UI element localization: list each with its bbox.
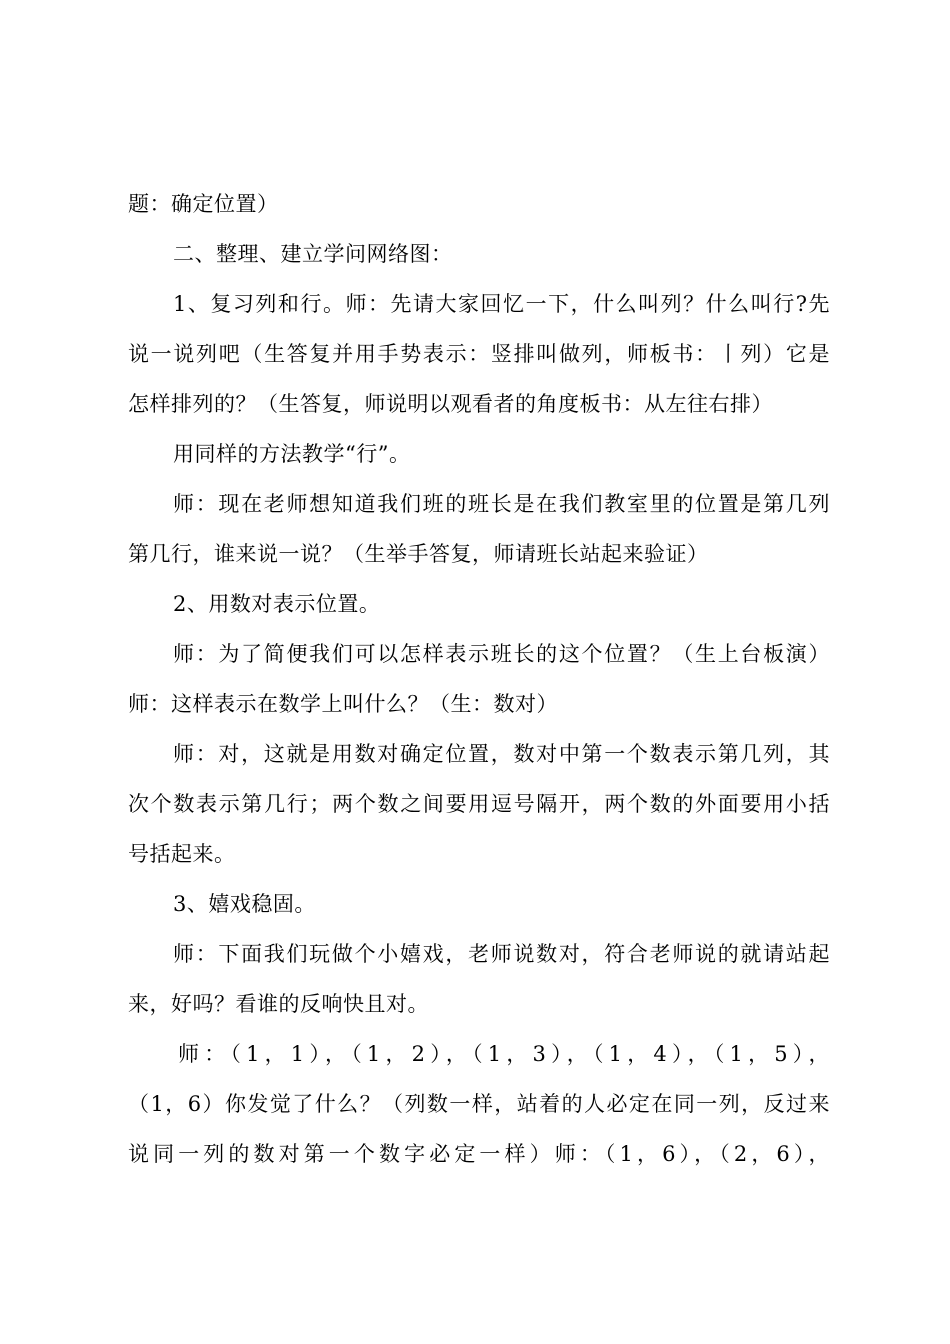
section-heading: 二、整理、建立学问网络图： — [173, 242, 453, 266]
paragraph-line: （1，6）你发觉了什么？（列数一样，站着的人必定在同一列，反过来 — [128, 1092, 830, 1116]
section-heading: 3、嬉戏稳固。 — [173, 892, 316, 916]
paragraph-line: 来，好吗？看谁的反响快且对。 — [128, 992, 429, 1016]
paragraph-line: 师：这样表示在数学上叫什么？（生：数对） — [128, 692, 558, 716]
paragraph-line: 用同样的方法教学“行”。 — [173, 442, 411, 466]
paragraph-line: 师：现在老师想知道我们班的班长是在我们教室里的位置是第几列 — [173, 492, 830, 516]
paragraph-line: 1、复习列和行。师：先请大家回忆一下，什么叫列？什么叫行?先 — [173, 292, 830, 316]
paragraph-line: 怎样排列的？（生答复，师说明以观看者的角度板书：从左往右排） — [128, 392, 773, 416]
paragraph-line: 师：对，这就是用数对确定位置，数对中第一个数表示第几列，其 — [173, 742, 830, 766]
paragraph-line: 师：下面我们玩做个小嬉戏，老师说数对，符合老师说的就请站起 — [173, 942, 830, 966]
paragraph-line: 师：为了简便我们可以怎样表示班长的这个位置？（生上台板演） — [173, 642, 830, 666]
paragraph-line: 说一说列吧（生答复并用手势表示：竖排叫做列，师板书：丨列）它是 — [128, 342, 830, 366]
paragraph-line: 号括起来。 — [128, 842, 236, 866]
section-heading: 2、用数对表示位置。 — [173, 592, 381, 616]
paragraph-line: 第几行，谁来说一说？（生举手答复，师请班长站起来验证） — [128, 542, 709, 566]
paragraph-line: 师：（1，1），（1，2），（1，3），（1，4），（1，5）， — [178, 1042, 830, 1066]
paragraph-line: 次个数表示第几行；两个数之间要用逗号隔开，两个数的外面要用小括 — [128, 792, 830, 816]
text-line: 题：确定位置） — [128, 192, 279, 216]
paragraph-line: 说同一列的数对第一个数字必定一样）师：（1，6），（2，6）， — [128, 1142, 830, 1166]
